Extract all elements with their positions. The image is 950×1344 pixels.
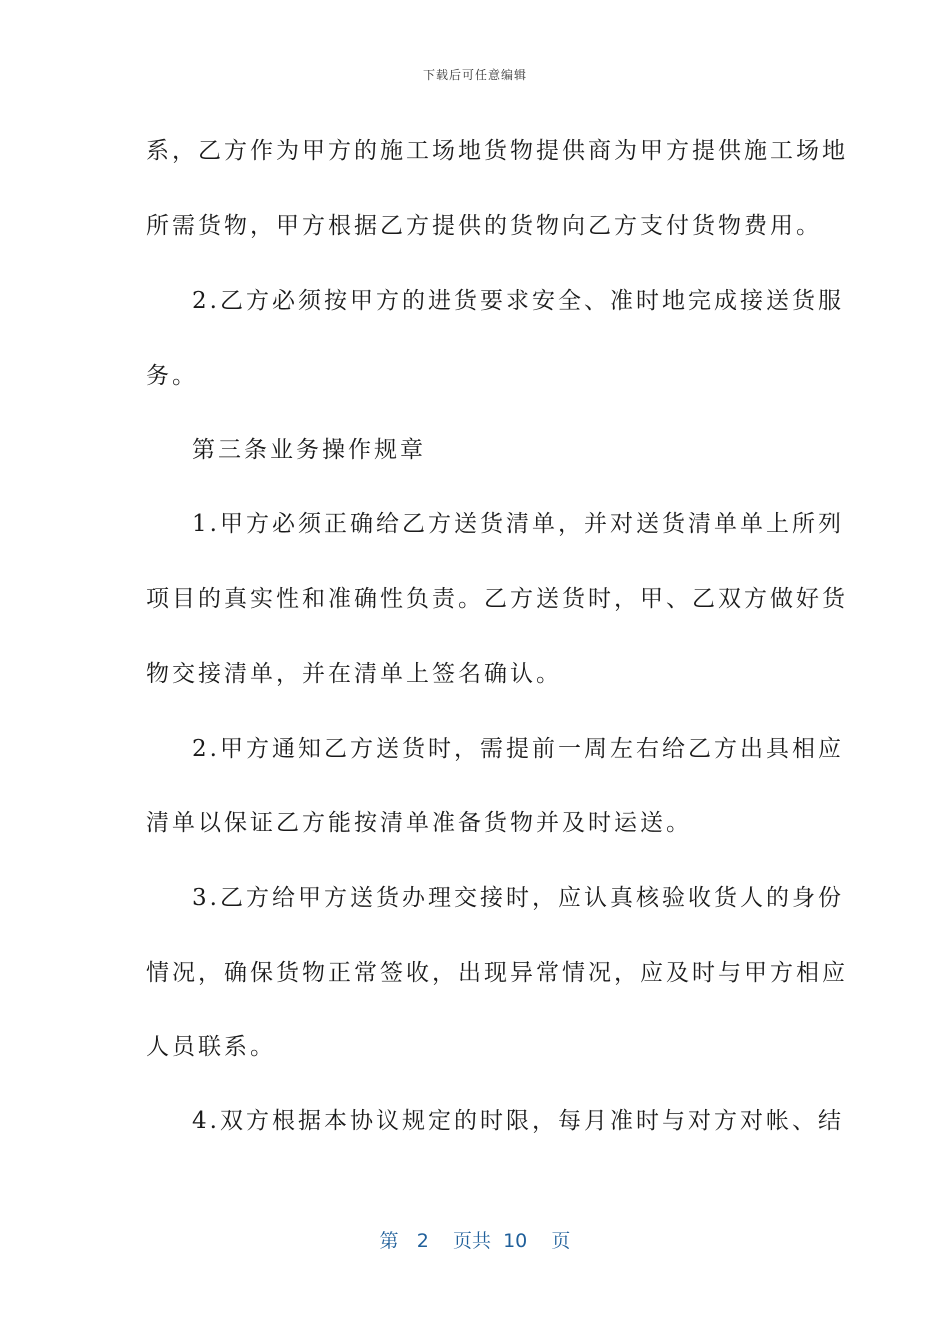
paragraph-line: 1.甲方必须正确给乙方送货清单，并对送货清单单上所列 (192, 511, 844, 537)
download-note: 下载后可任意编辑 (422, 68, 527, 82)
paragraph-line: 系，乙方作为甲方的施工场地货物提供商为甲方提供施工场地 (146, 138, 848, 164)
current-page-number: 2 (416, 1230, 429, 1252)
paragraph-line: 情况，确保货物正常签收，出现异常情况，应及时与甲方相应 (146, 960, 848, 986)
section-heading: 第三条业务操作规章 (192, 437, 426, 463)
paragraph-line: 务。 (146, 363, 198, 389)
paragraph-line: 3.乙方给甲方送货办理交接时，应认真核验收货人的身份 (192, 885, 844, 911)
page-footer (0, 1226, 950, 1253)
paragraph-line: 项目的真实性和准确性负责。乙方送货时，甲、乙双方做好货 (146, 586, 848, 612)
paragraph-line: 人员联系。 (146, 1034, 276, 1060)
footer-middle: 页共 (452, 1230, 491, 1252)
paragraph-line: 2.甲方通知乙方送货时，需提前一周左右给乙方出具相应 (192, 736, 844, 762)
paragraph-line: 物交接清单，并在清单上签名确认。 (146, 661, 562, 687)
paragraph-line: 所需货物，甲方根据乙方提供的货物向乙方支付货物费用。 (146, 213, 822, 239)
paragraph-line: 2.乙方必须按甲方的进货要求安全、准时地完成接送货服 (192, 288, 844, 314)
footer-prefix: 第 (379, 1230, 399, 1252)
paragraph-line: 清单以保证乙方能按清单准备货物并及时运送。 (146, 810, 692, 836)
footer-suffix: 页 (551, 1230, 571, 1252)
paragraph-line: 4.双方根据本协议规定的时限，每月准时与对方对帐、结 (192, 1108, 844, 1134)
total-pages-number: 10 (503, 1230, 528, 1252)
